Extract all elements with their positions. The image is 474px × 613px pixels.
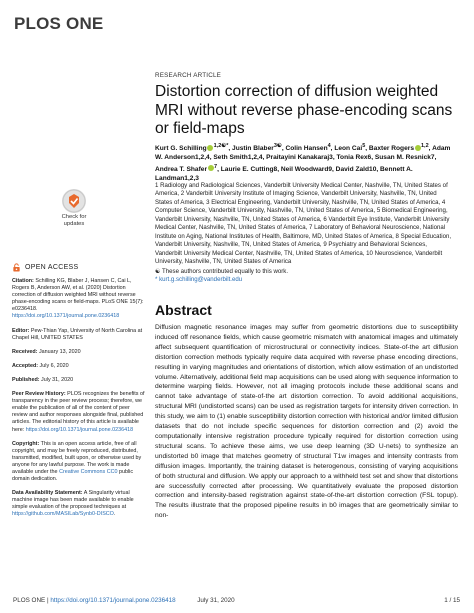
author-sup: 1,2: [421, 143, 429, 149]
published-date: July 31, 2020: [39, 376, 74, 383]
corresponding-email-link[interactable]: * kurt.g.schilling@vanderbilt.edu: [155, 276, 243, 284]
author-schilling[interactable]: Kurt G. Schilling: [155, 145, 207, 153]
author-list-rest[interactable]: , Adam W. Anderson1,2,4, Seth Smith1,2,4, Praitayini Kanakaraj3, Tonia Rex6, Susan M. Resnick7, Andrea T. Shafer: [155, 145, 451, 173]
peer-review-text: PLOS recognizes the benefits of transparency in the peer review process; therefore, we enable the publication of all of the content of peer review and author responses alongside final, published articles. The editorial history of this article is available here:: [12, 391, 145, 433]
accepted-block: [12, 363, 145, 370]
footer-journal: PLOS ONE: [13, 597, 46, 604]
accepted-date: July 6, 2020: [38, 362, 69, 369]
published-block: [12, 377, 145, 384]
received-block: [12, 349, 145, 356]
footer-left: [13, 597, 235, 604]
footer-doi-link[interactable]: https://doi.org/10.1371/journal.pone.0236418: [50, 597, 176, 604]
author-list: [155, 142, 455, 184]
author-rogers[interactable]: , Baxter Rogers: [365, 145, 414, 153]
copyright-text: This is an open access article, free of all copyright, and may be freely reproduced, distributed, transmitted, modified, built upon, or otherwise used by anyone for any lawful purpose. The work is made available under the: [12, 440, 142, 475]
journal-logo-plos: PLOS: [14, 14, 62, 33]
author-sup: 3☯: [273, 143, 282, 149]
editor-text: Pew-Thian Yap, University of North Carolina at Chapel Hill, UNITED STATES: [12, 327, 143, 341]
editor-block: [12, 328, 145, 342]
check-updates-line2: updates: [63, 221, 85, 227]
article-type: RESEARCH ARTICLE: [155, 72, 222, 79]
page-footer: [0, 597, 474, 611]
author-notes: [155, 268, 455, 285]
author-cai[interactable]: , Leon Cai: [330, 145, 363, 153]
peer-review-link[interactable]: https://doi.org/10.1371/journal.pone.0236418: [25, 426, 134, 433]
received-date: January 13, 2020: [37, 348, 81, 355]
editor-label: Editor:: [12, 327, 30, 334]
copyright-block: [12, 441, 145, 484]
affiliations: 1 Radiology and Radiological Sciences, Vanderbilt University Medical Center, Nashville, TN, United States of America, 2 Vanderbilt University Institute of Imaging Science, Vanderbilt University, Nashville, TN, United States of America, 3 Electrical Engineering, Vanderbilt University, Nashville, TN, United States of America, 4 Computer Science, Vanderbilt University, Nashville, TN, United States of America, 5 Biomedical Engineering, Vanderbilt University, Nashville, TN, United States of America, 6 Vanderbilt Eye Institute, Vanderbilt University Medical Center, Nashville, TN, United States of America, 7 Laboratory of Behavioral Neuroscience, National Institute on Aging, National Institutes of Health, Baltimore, MD, United States of America, 8 Special Education, Vanderbilt University, Nashville, TN, United States of America, 9 Psychiatry and Behavioral Sciences, Vanderbilt University Medical Center, Nashville, TN, United States of America, 10 Neuroscience, Vanderbilt University, Nashville, TN, United States of America: [155, 182, 452, 266]
check-updates-label: [51, 214, 97, 228]
footer-date: July 31, 2020: [197, 597, 235, 604]
article-sidebar: [12, 263, 145, 526]
author-sup: 4: [327, 143, 331, 149]
author-sup: 1,2☯*: [213, 143, 229, 149]
author-sup: 5: [362, 143, 366, 149]
abstract-text: Diffusion magnetic resonance images may suffer from geometric distortions due to susceptibility induced off resonance fields, which cause geometric mismatch with anatomical images and ultimately affect subsequent quantification of microstructural or connectivity indices. State-of-the art diffusion distortion correction methods typically require data acquired with reverse phase encoding directions, resulting in varying magnitudes and orientations of distortion, which allow estimation of an undistorted volume. Alternatively, additional field map acquisitions can be used along with sequence information to determine warping fields. However, not all imaging protocols include these additional scans and cannot take advantage of state-of-the art distortion correction. To avoid additional acquisitions, structural MRI (undistorted scans) can be used as registration targets for intensity driven correction. In this study, we aim to (1) enable susceptibility distortion correction with historical and/or limited diffusion datasets that do not include specific sequences for distortion correction and (2) avoid the computationally intensive registration procedure typically required for distortion correction using structural scans. To achieve these aims, we use deep learning (3D U-nets) to synthesize an undistorted b0 image that matches geometry of structural T1w images and intensity contrasts from diffusion images. Importantly, the training dataset is heterogenous, consisting of varying acquisitions of both structural and diffusion. We apply our approach to a withheld test set and show that distortions are successfully corrected after processing. We quantitatively evaluate the proposed distortion correction and intensity-based registration against state-of-the-art distortion correction (FSL topup). The results illustrate that the proposed pipeline results in b0 images that are geometrically similar to non-: [155, 324, 458, 520]
copyright-text-end: public domain dedication.: [12, 468, 134, 483]
journal-logo-one: ONE: [66, 14, 104, 33]
check-updates-icon: [62, 189, 86, 213]
open-access-label: OPEN ACCESS: [25, 263, 79, 271]
github-link[interactable]: https://github.com/MASILab/Synb0-DISCO: [12, 511, 114, 518]
author-hansen[interactable]: , Colin Hansen: [281, 145, 328, 153]
data-availability-end: .: [113, 511, 116, 518]
citation-text: Schilling KG, Blaber J, Hansen C, Cai L, Rogers B, Anderson AW, et al. (2020) Distortion correction of diffusion weighted MRI without reverse phase-encoding scans or field-maps. PLoS ONE 15(7): e0236418.: [12, 278, 144, 313]
check-for-updates-badge[interactable]: [51, 189, 97, 231]
footer-separator: |: [45, 597, 51, 604]
article-title: Distortion correction of diffusion weighted MRI without reverse phase-encoding scans or field-maps: [155, 83, 453, 137]
received-label: Received:: [12, 348, 38, 355]
citation-label: Citation:: [12, 278, 34, 284]
copyright-label: Copyright:: [12, 440, 40, 447]
orcid-icon[interactable]: [208, 165, 214, 171]
peer-review-label: Peer Review History:: [12, 391, 66, 398]
data-availability-block: [12, 490, 145, 518]
author-list-rest2[interactable]: , Laurie E. Cutting8, Neil Woodward9, David Zald10, Bennett A. Landman1,2,3: [155, 165, 413, 183]
author-sup: 7: [214, 163, 218, 170]
orcid-icon[interactable]: [415, 145, 421, 151]
equal-contribution-note: ☯ These authors contributed equally to this work.: [155, 268, 289, 275]
published-label: Published:: [12, 376, 40, 383]
journal-logo: [14, 14, 103, 34]
footer-page-number: 1 / 15: [444, 597, 460, 604]
citation-doi-link[interactable]: https://doi.org/10.1371/journal.pone.0236418: [12, 313, 120, 320]
check-updates-line1: Check for: [61, 214, 87, 220]
open-lock-icon: [12, 263, 21, 272]
open-access-banner: [12, 263, 145, 272]
abstract-heading: Abstract: [155, 302, 212, 318]
creative-commons-link[interactable]: Creative Commons CC0: [59, 468, 118, 475]
data-availability-text: A Singularity virtual machine image has been made available to enable simple evaluation of the proposed techniques at: [12, 490, 134, 511]
peer-review-block: [12, 391, 145, 434]
author-blaber[interactable]: , Justin Blaber: [228, 145, 274, 153]
citation-block: [12, 278, 145, 321]
data-availability-label: Data Availability Statement:: [12, 490, 83, 497]
orcid-icon[interactable]: [207, 145, 213, 151]
accepted-label: Accepted:: [12, 362, 39, 369]
